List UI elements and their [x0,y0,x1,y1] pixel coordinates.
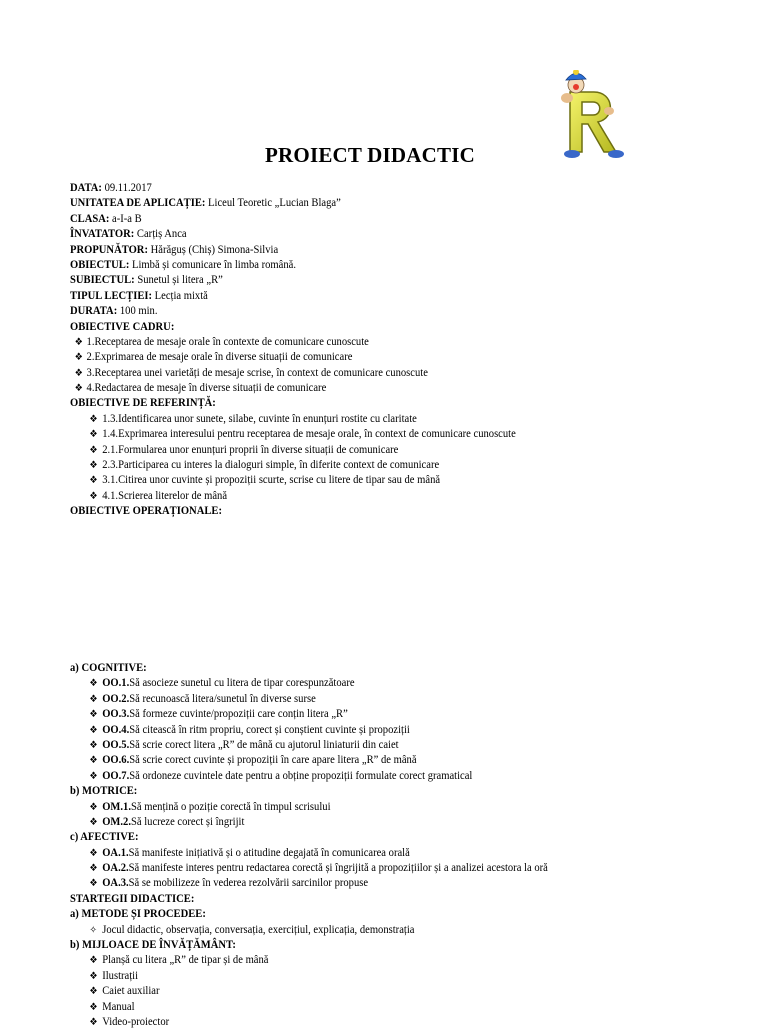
list-item: ❖ Video-proiector [70,1015,677,1030]
diamond-bullet-icon: ❖ [74,367,83,379]
diamond-bullet-icon: ❖ [89,955,98,967]
list-item: ❖ 4.1.Scrierea literelor de mână [70,489,677,504]
list-item: ❖ 1.4.Exprimarea interesului pentru receptarea de mesaje orale, în context de comunicare cunoscute [70,427,677,442]
diamond-bullet-icon: ❖ [89,1016,98,1028]
info-duration: DURATA: 100 min. [70,305,158,318]
info-subject-area: OBIECTUL: Limbă și comunicare în limba română. [70,258,296,271]
list-item: ✧ Jocul didactic, observația, conversația, exercițiul, explicația, demonstrația [70,923,677,938]
list-item: ❖ Ilustrații [70,969,677,984]
info-section [70,181,730,320]
diamond-bullet-icon: ❖ [89,986,98,998]
hollow-diamond-bullet-icon: ✧ [89,924,98,936]
diamond-bullet-icon: ❖ [89,444,98,456]
document-body-continued [70,661,730,1030]
list-item: ❖ OO.1.Să asocieze sunetul cu litera de tipar corespunzătoare [70,676,677,691]
list-item: ❖ OM.1.Să mențină o poziție corectă în timpul scrisului [70,800,677,815]
diamond-bullet-icon: ❖ [89,755,98,767]
diamond-bullet-icon: ❖ [89,1001,98,1013]
list-item: ❖ OO.2.Să recunoască litera/sunetul în diverse surse [70,692,677,707]
info-unit: UNITATEA DE APLICAȚIE: Liceul Teoretic „Lucian Blaga” [70,197,341,210]
list-item: ❖ Manual [70,1000,677,1015]
info-date: DATA: 09.11.2017 [70,182,152,194]
document-body [70,181,730,520]
info-proposer: PROPUNĂTOR: Hărăguș (Chiș) Simona-Silvia [70,243,279,256]
diamond-bullet-icon: ❖ [89,678,98,690]
diamond-bullet-icon: ❖ [89,739,98,751]
list-item: ❖ OO.4.Să citească în ritm propriu, corect și conștient cuvinte și propoziții [70,723,677,738]
diamond-bullet-icon: ❖ [74,383,83,395]
info-class: CLASA: a-I-a B [70,212,142,225]
subheading-motrice: b) MOTRICE: [70,785,138,798]
diamond-bullet-icon: ❖ [89,770,98,782]
diamond-bullet-icon: ❖ [74,336,83,348]
section-heading-referinta: OBIECTIVE DE REFERINȚĂ: [70,397,216,410]
list-item: ❖ OO.5.Să scrie corect litera „R” de mână cu ajutorul liniaturii din caiet [70,738,677,753]
diamond-bullet-icon: ❖ [89,724,98,736]
diamond-bullet-icon: ❖ [89,490,98,502]
diamond-bullet-icon: ❖ [74,352,83,364]
list-item: ❖ 2.Exprimarea de mesaje orale în diverse situații de comunicare [70,350,677,365]
subheading-cognitive: a) COGNITIVE: [70,662,147,674]
list-item: ❖ 2.1.Formularea unor enunțuri proprii în diverse situații de comunicare [70,443,677,458]
diamond-bullet-icon: ❖ [89,847,98,859]
list-item: ❖ 1.3.Identificarea unor sunete, silabe, cuvinte în enunțuri rostite cu claritate [70,412,677,427]
list-item: ❖ 4.Redactarea de mesaje în diverse situații de comunicare [70,381,677,396]
info-teacher: ÎNVATATOR: Carțiș Anca [70,228,187,241]
list-item: ❖ Caiet auxiliar [70,984,677,999]
list-item: ❖ OA.2.Să manifeste interes pentru redactarea corectă și îngrijită a propozițiilor și a analizei acestora la oră [70,861,677,876]
list-item: ❖ 2.3.Participarea cu interes la dialoguri simple, în diferite context de comunicare [70,458,677,473]
diamond-bullet-icon: ❖ [89,413,98,425]
info-topic: SUBIECTUL: Sunetul și litera „R” [70,274,223,287]
list-item: ❖ OO.3.Să formeze cuvinte/propoziții care conțin litera „R” [70,707,677,722]
document-title: PROIECT DIDACTIC [265,143,475,167]
list-item: ❖ 3.1.Citirea unor cuvinte și propoziții scurte, scrise cu litere de tipar sau de mână [70,473,677,488]
subheading-afective: c) AFECTIVE: [70,831,139,844]
subheading-metode: a) METODE ȘI PROCEDEE: [70,908,206,921]
section-heading-cadru: OBIECTIVE CADRU: [70,320,175,333]
list-item: ❖ OA.3.Să se mobilizeze în vederea rezolvării sarcinilor propuse [70,876,677,891]
diamond-bullet-icon: ❖ [89,970,98,982]
list-item: ❖ OM.2.Să lucreze corect și îngrijit [70,815,677,830]
section-heading-strategii: STARTEGII DIDACTICE: [70,892,195,905]
subheading-mijloace: b) MIJLOACE DE ÎNVĂȚĂMÂNT: [70,939,236,952]
diamond-bullet-icon: ❖ [89,878,98,890]
diamond-bullet-icon: ❖ [89,429,98,441]
info-lesson-type: TIPUL LECȚIEI: Lecția mixtă [70,289,208,302]
diamond-bullet-icon: ❖ [89,801,98,813]
list-item: ❖ OO.6.Să scrie corect cuvinte și propoziții în care apare litera „R” de mână [70,753,677,768]
diamond-bullet-icon: ❖ [89,816,98,828]
diamond-bullet-icon: ❖ [89,693,98,705]
list-item: ❖ Planșă cu litera „R” de tipar și de mână [70,953,677,968]
diamond-bullet-icon: ❖ [89,460,98,472]
list-item: ❖ OO.7.Să ordoneze cuvintele date pentru a obține propoziții formulate corect gramatical [70,769,677,784]
list-item: ❖ OA.1.Să manifeste inițiativă și o atitudine degajată în comunicarea orală [70,846,677,861]
diamond-bullet-icon: ❖ [89,475,98,487]
diamond-bullet-icon: ❖ [89,709,98,721]
diamond-bullet-icon: ❖ [89,863,98,875]
section-heading-operationale: OBIECTIVE OPERAȚIONALE: [70,505,222,518]
list-item: ❖ 1.Receptarea de mesaje orale în contexte de comunicare cunoscute [70,335,677,350]
list-item: ❖ 3.Receptarea unei varietăți de mesaje scrise, în context de comunicare cunoscute [70,366,677,381]
